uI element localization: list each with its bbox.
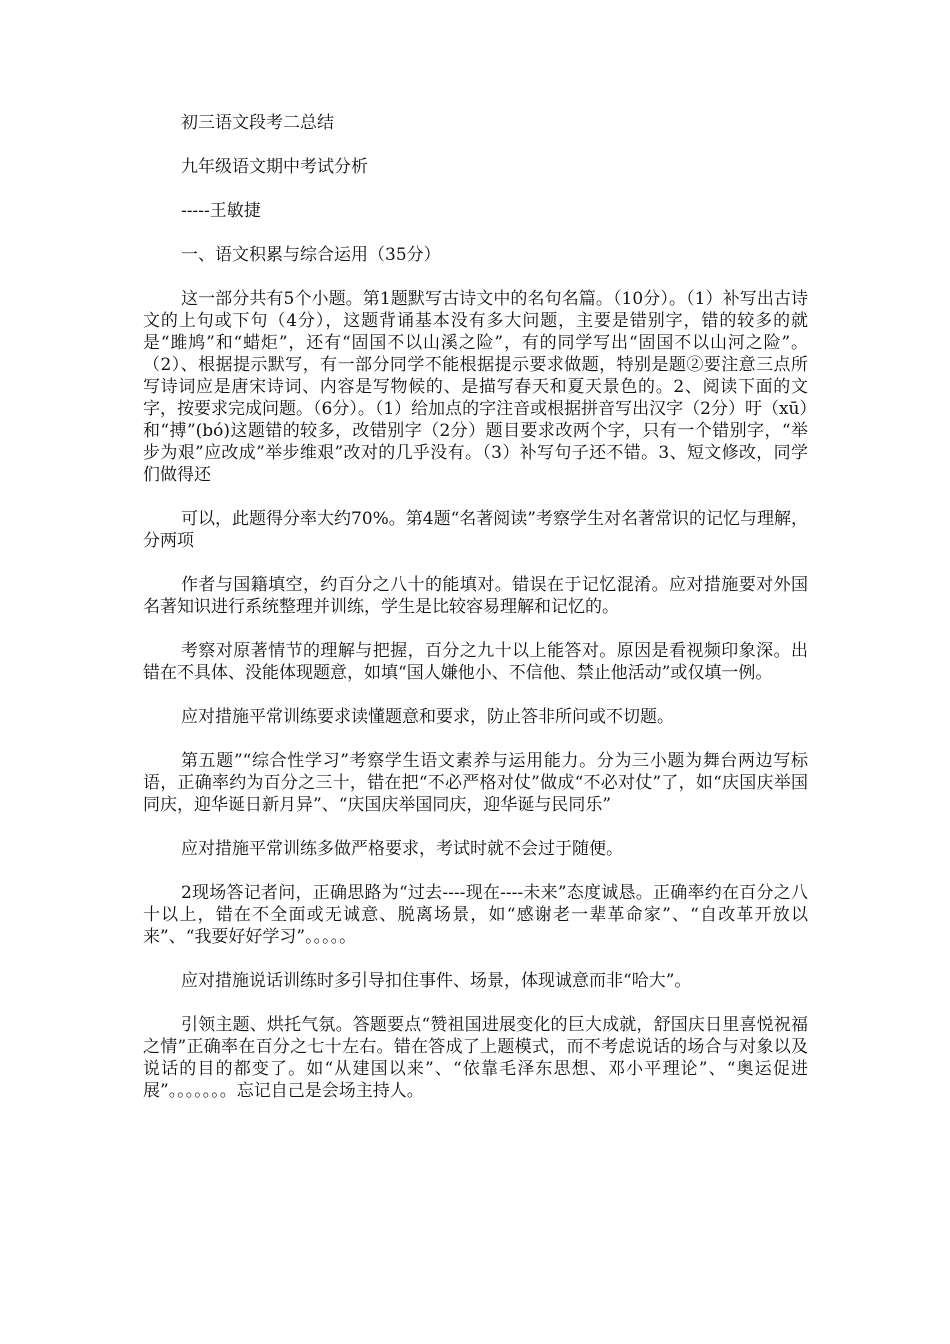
paragraph-7: 应对措施平常训练多做严格要求，考试时就不会过于随便。	[181, 839, 623, 859]
paragraph-4: 考察对原著情节的理解与把握，百分之九十以上能答对。原因是看视频印象深。出错在不具体、没能体现题意，如填“国人嫌他小、不信他、禁止他活动”或仅填一例。	[143, 641, 808, 683]
section-heading: 一、语文积累与综合运用（35分）	[181, 245, 441, 265]
paragraph-2: 可以，此题得分率大约70%。第4题“名著阅读”考察学生对名著常识的记忆与理解，分两项	[143, 509, 808, 551]
document-title: 初三语文段考二总结	[181, 113, 334, 133]
paragraph-3: 作者与国籍填空，约百分之八十的能填对。错误在于记忆混淆。应对措施要对外国名著知识进行系统整理并训练，学生是比较容易理解和记忆的。	[143, 575, 808, 617]
document-page	[143, 112, 808, 1102]
paragraph-9: 应对措施说话训练时多引导扣住事件、场景，体现诚意而非“哈大”。	[181, 971, 692, 991]
document-author: -----王敏捷	[181, 201, 261, 221]
paragraph-6: 第五题”“综合性学习”考察学生语文素养与运用能力。分为三小题为舞台两边写标语，正确率约为百分之三十，错在把“不必严格对仗”做成“不必对仗”了，如“庆国庆举国同庆，迎华诞日新月异”、“庆国庆举国同庆，迎华诞与民同乐”	[143, 751, 808, 815]
paragraph-10: 引领主题、烘托气氛。答题要点“赞祖国进展变化的巨大成就，舒国庆日里喜悦祝福之情”正确率在百分之七十左右。错在答成了上题模式，而不考虑说话的场合与对象以及说话的目的都变了。如“从建国以来”、“依靠毛泽东思想、邓小平理论”、“奥运促进展”。。。。。。。忘记自己是会场主持人。	[143, 1015, 808, 1101]
paragraph-8: 2现场答记者问，正确思路为“过去----现在----未来”态度诚恳。正确率约在百分之八十以上，错在不全面或无诚意、脱离场景，如“感谢老一辈革命家”、“自改革开放以来”、“我要好好学习”。。。。。	[143, 883, 808, 947]
paragraph-1: 这一部分共有5个小题。第1题默写古诗文中的名句名篇。（10分）。（1）补写出古诗文的上句或下句（4分），这题背诵基本没有多大问题，主要是错别字，错的较多的就是“雎鸠”和“蜡炬”，还有“固国不以山溪之险”，有的同学写出“固国不以山河之险”。（2）、根据提示默写，有一部分同学不能根据提示要求做题，特别是题②要注意三点所写诗词应是唐宋诗词、内容是写物候的、是描写春天和夏天景色的。2、阅读下面的文字，按要求完成问题。（6分）。（1）给加点的字注音或根据拼音写出汉字（2分）吁（xū）和“搏”(bó)这题错的较多，改错别字（2分）题目要求改两个字，只有一个错别字，“举步为艰”应改成”举步维艰”改对的几乎没有。（3）补写句子还不错。3、短文修改，同学们做得还	[143, 289, 808, 485]
document-subtitle: 九年级语文期中考试分析	[181, 157, 368, 177]
paragraph-5: 应对措施平常训练要求读懂题意和要求，防止答非所问或不切题。	[181, 707, 674, 727]
